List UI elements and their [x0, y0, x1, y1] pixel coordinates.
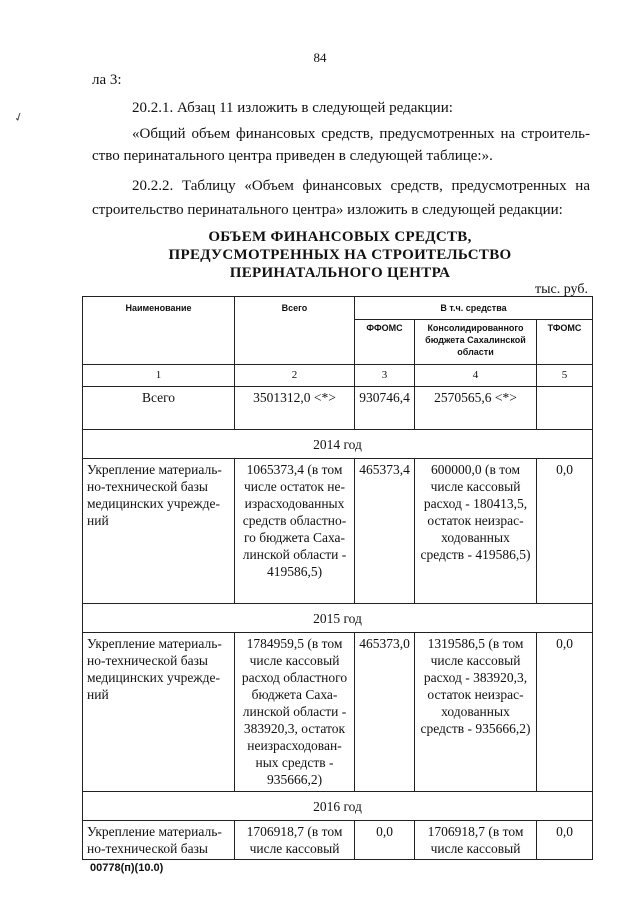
table-row	[83, 459, 593, 604]
row-name: Укрепление материаль-но-технической базы медицинских учрежде-ний	[83, 459, 235, 604]
margin-mark: ✓	[11, 108, 26, 126]
year-row	[83, 792, 593, 821]
finance-table	[82, 296, 593, 860]
row-tfoms: 0,0	[537, 633, 593, 792]
row-total: 1784959,5 (в том числе кассовый расход областного бюджета Саха-линской области - 383920,3, остаток неизрасходован-ных средств - 935666,2)	[235, 633, 355, 792]
year-label: 2016 год	[83, 792, 593, 821]
intro-line-3b: ство перинатального центра приведен в следующей таблице:».	[92, 148, 493, 164]
intro-line-4a: 20.2.2. Таблицу «Объем финансовых средств, предусмотренных на	[132, 178, 590, 194]
col-number: 4	[415, 365, 537, 387]
header-consolidated: Консолидированного бюджета Сахалинской области	[415, 320, 537, 365]
total-ffoms: 930746,4	[355, 387, 415, 430]
year-label: 2015 год	[83, 604, 593, 633]
col-number: 3	[355, 365, 415, 387]
row-consolidated: 1319586,5 (в том числе кассовый расход - 383920,3, остаток неизрас-ходованных средств - 935666,2)	[415, 633, 537, 792]
units-label: тыс. руб.	[535, 282, 588, 297]
row-name: Укрепление материаль-но-технической базы медицинских учрежде-ний	[83, 633, 235, 792]
total-name: Всего	[83, 387, 235, 430]
title-line-1: ОБЪЕМ ФИНАНСОВЫХ СРЕДСТВ,	[208, 229, 472, 245]
title-line-3: ПЕРИНАТАЛЬНОГО ЦЕНТРА	[229, 265, 451, 281]
row-name: Укрепление материаль-но-технической базы	[83, 821, 235, 860]
page-number: 84	[313, 50, 327, 65]
column-numbers-row	[83, 365, 593, 387]
row-ffoms: 465373,4	[355, 459, 415, 604]
title-line-2: ПРЕДУСМОТРЕННЫХ НА СТРОИТЕЛЬСТВО	[168, 247, 512, 263]
row-ffoms: 465373,0	[355, 633, 415, 792]
year-row	[83, 430, 593, 459]
intro-line-4b: строительство перинатального центра» изложить в следующей редакции:	[92, 202, 563, 218]
total-consolidated: 2570565,6 <*>	[415, 387, 537, 430]
row-ffoms: 0,0	[355, 821, 415, 860]
total-value: 3501312,0 <*>	[235, 387, 355, 430]
year-label: 2014 год	[83, 430, 593, 459]
table-row	[83, 821, 593, 860]
table-title	[90, 228, 590, 282]
header-total: Всего	[235, 297, 355, 365]
header-incl: В т.ч. средства	[355, 297, 593, 320]
header-name: Наименование	[83, 297, 235, 365]
header-ffoms: ФФОМС	[355, 320, 415, 365]
col-number: 2	[235, 365, 355, 387]
footer-code: 00778(п)(10.0)	[90, 862, 164, 874]
row-tfoms: 0,0	[537, 821, 593, 860]
header-tfoms: ТФОМС	[537, 320, 593, 365]
intro-line-2: 20.2.1. Абзац 11 изложить в следующей редакции:	[132, 100, 453, 116]
row-consolidated: 600000,0 (в том числе кассовый расход - 180413,5, остаток неизрас-ходованных средств - 419586,5)	[415, 459, 537, 604]
row-total: 1065373,4 (в том числе остаток не-израсходованных средств областно-го бюджета Саха-линской области - 419586,5)	[235, 459, 355, 604]
row-tfoms: 0,0	[537, 459, 593, 604]
total-tfoms	[537, 387, 593, 430]
row-consolidated: 1706918,7 (в том числе кассовый	[415, 821, 537, 860]
col-number: 5	[537, 365, 593, 387]
col-number: 1	[83, 365, 235, 387]
intro-line-1: ла 3:	[92, 72, 122, 88]
total-row	[83, 387, 593, 430]
row-total: 1706918,7 (в том числе кассовый	[235, 821, 355, 860]
table-row	[83, 633, 593, 792]
intro-line-3a: «Общий объем финансовых средств, предусмотренных на строитель-	[132, 126, 590, 142]
year-row	[83, 604, 593, 633]
